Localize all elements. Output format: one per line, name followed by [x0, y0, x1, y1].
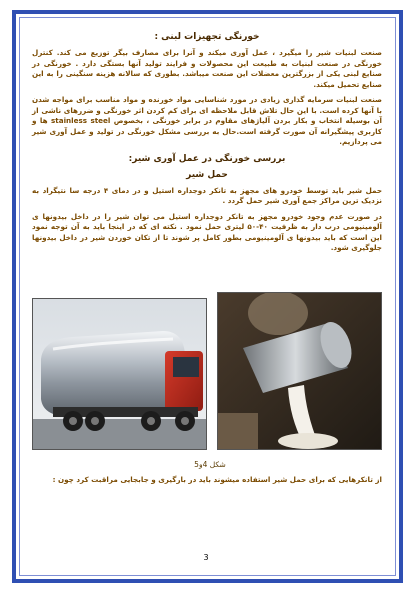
- milk-tanker-truck-image: [32, 298, 207, 450]
- paragraph-investment: صنعت لبنیات سرمایه گذاری زیادی در مورد شناسایی مواد خورنده و مواد مناسب برای مواجه شدن با آنها کرده است. با این حال تلاش قابل ملاحظه ای برای کم کردن اثر خورنگی و ضررهای ناشی از آن بوسیله انتخاب و بکار بردن آلیاژهای مقاوم در برابر خورنگی ، بخصوص stainless steel ها و کاربری پیشگیرانه آن صورت گرفته است.حال به بررسی مشکل خورنگی در تولید و عمل آوری شیر می پردازیم.: [32, 95, 383, 146]
- figures-row: [32, 292, 382, 457]
- page-number: 3: [203, 553, 209, 562]
- figure-caption: شکل 4و5: [194, 460, 226, 469]
- pouring-milk-can-image: [217, 292, 382, 450]
- paragraph-aluminum-cans: در صورت عدم وجود خودرو مجهز به تانکر دوجداره استیل می توان شیر را در داخل بیدونها ی آلومینیومی درب دار به ظرفیت ۴۰-۵۰ لیتری حمل نمود . نکته ای که در اینجا باید به آن توجه نمود این است که باید بیدونها ی آلومینیومی بطور کامل پر شوند تا از تکان خوردن شیر در داخل بیدونها جلوگیری شود.: [32, 211, 383, 252]
- heading-milk-transport: حمل شیر: [186, 169, 228, 180]
- heading-corrosion-dairy-equipment: خورنگی تجهیزات لبنی :: [154, 32, 260, 42]
- main-content: [32, 26, 382, 259]
- paragraph-intro: صنعت لبنیات شیر را میگیرد ، عمل آوری میکند و آنرا برای مصارف بیگر توزیع می کند. کنترل خورنگی در صنعت لبنیات به طبیعت این محصولات و فرایند تولید آنها بستگی دارد . خورنگی در صنایع لبنی یکی از بزرگترین معضلات این صنعت میباشد. بطوری که سالانه هزینه سنگینی را به این صنایع تحمیل میکند.: [32, 48, 382, 89]
- paragraph-tanker-care: از تانکرهایی که برای حمل شیر استفاده میشوند باید در بارگیری و جابجایی مراقبت کرد چون :: [52, 475, 382, 484]
- heading-milk-processing: بررسی خورنگی در عمل آوری شیر:: [128, 153, 286, 164]
- paragraph-transport: حمل شیر باید توسط خودرو های مجهز به تانکر دوجداره استیل و در دمای ۴ درجه سا نتیگراد به نزدیک ترین مراکز جمع آوری شیر حمل گردد .: [32, 185, 382, 205]
